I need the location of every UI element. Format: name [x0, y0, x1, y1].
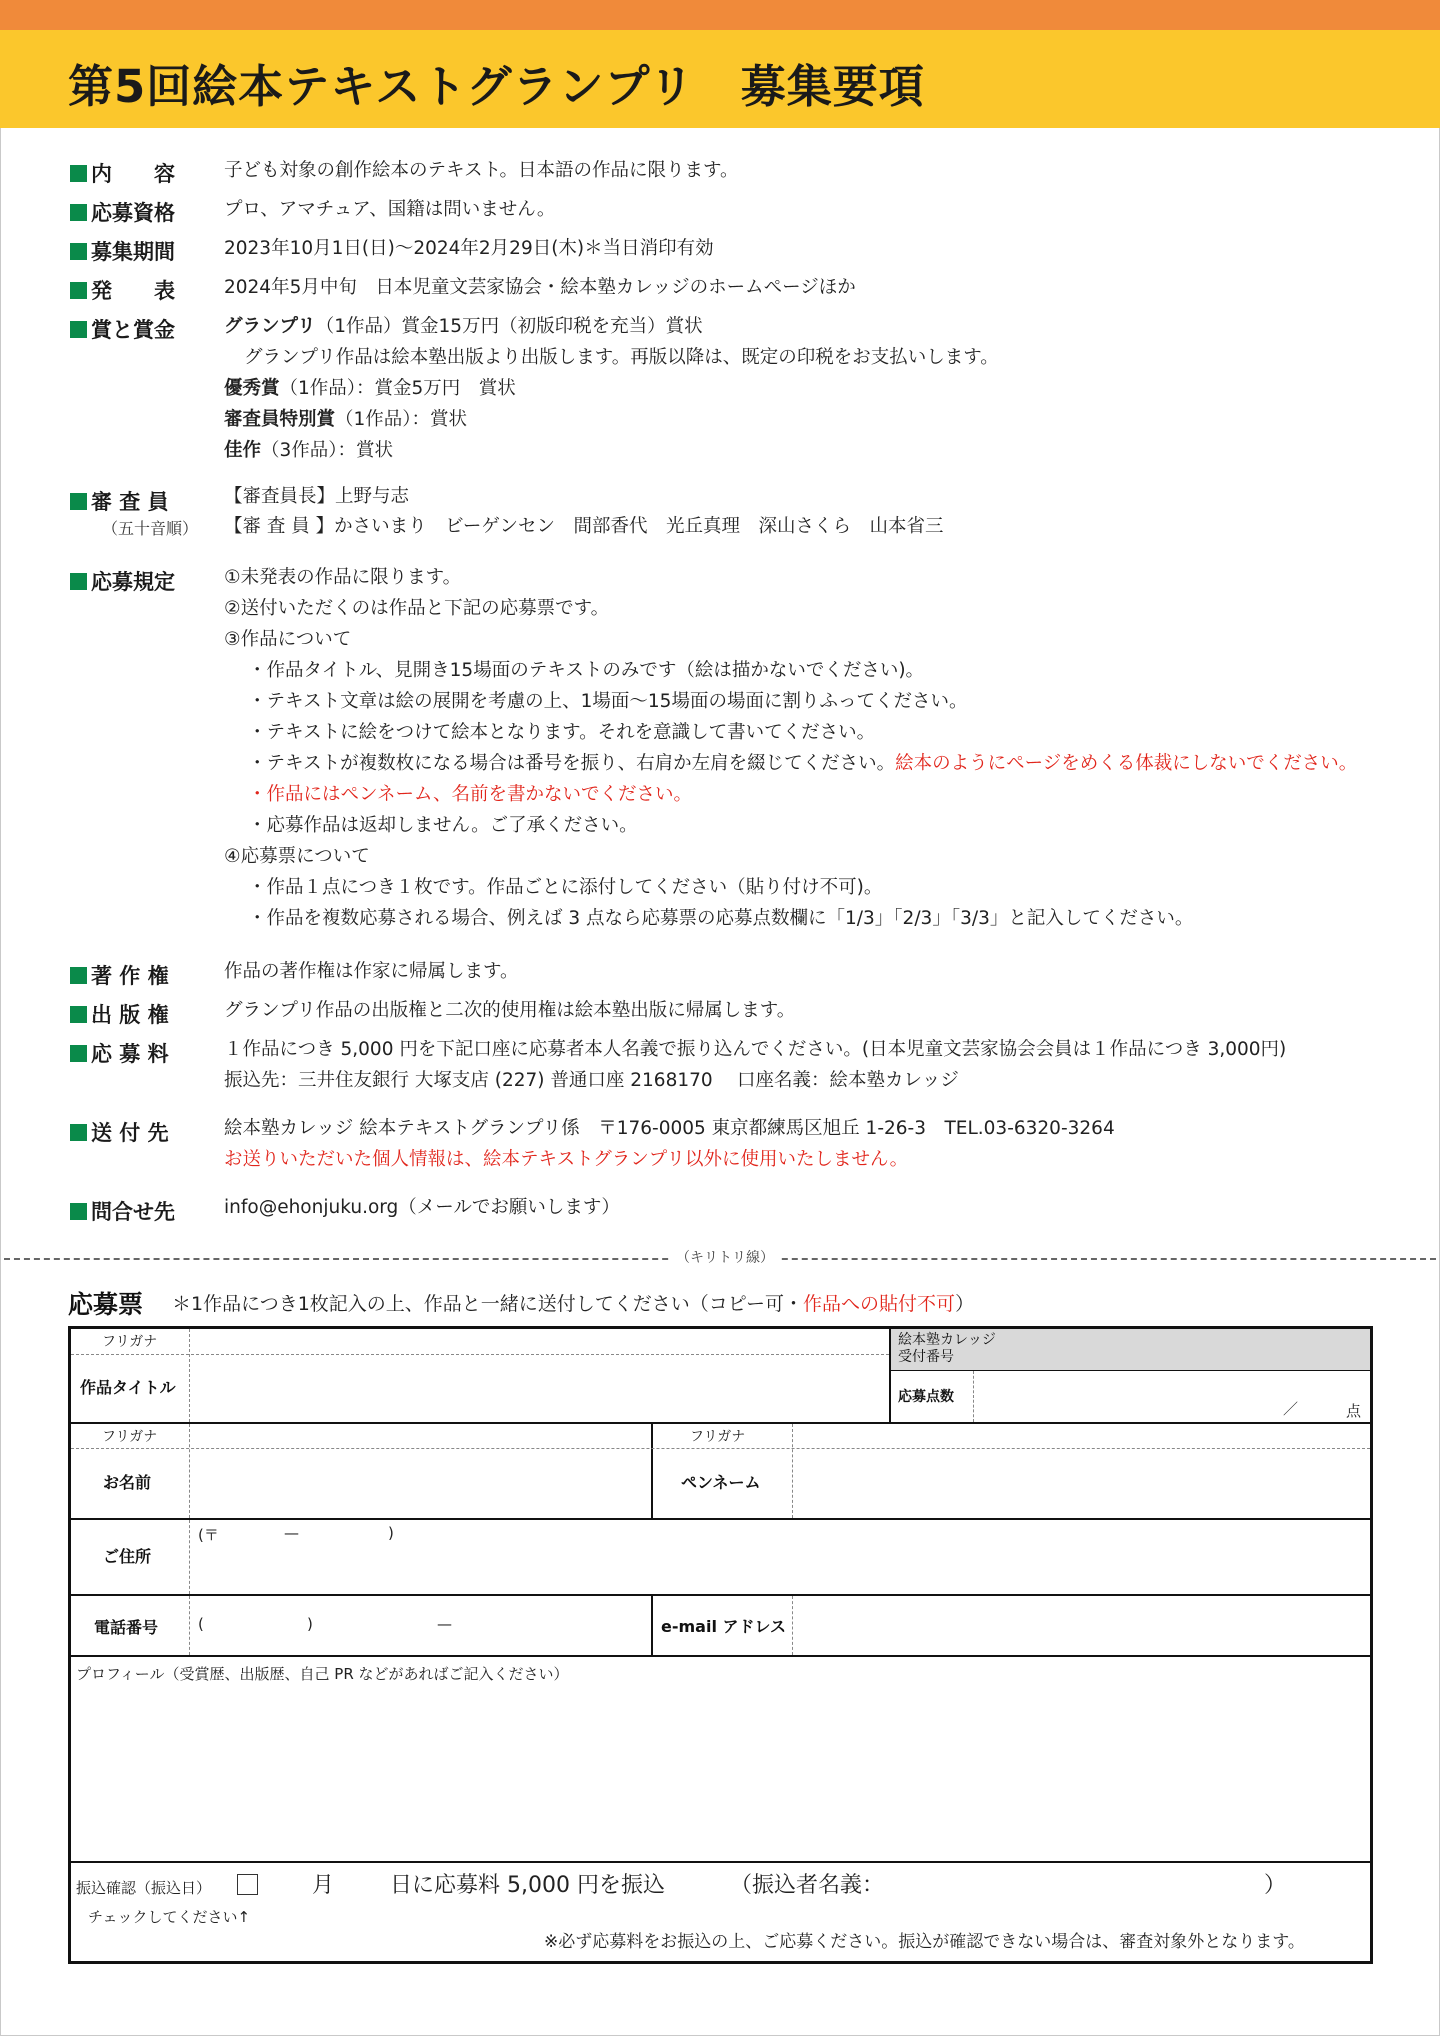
form-note: ＊1作品につき1枚記入の上、作品と一緒に送付してください（コピー可・作品への貼付不可）: [172, 1293, 975, 1315]
form-dashed-rule: [973, 1371, 974, 1422]
form-dashed-rule: [71, 1448, 1370, 1449]
form-rule: [891, 1370, 1370, 1371]
phone-close: ): [307, 1615, 313, 1633]
profile-field[interactable]: [72, 1685, 1368, 1859]
kitei-line-12: ・作品を複数応募される場合、例えば 3 点なら応募票の応募点数欄に「1/3」「2/3」「3/3」と記入してください。: [248, 908, 1194, 929]
section-label-shinsa: 審 査 員: [70, 486, 169, 516]
kitei-line-10: ④応募票について: [224, 846, 370, 867]
form-rule: [651, 1424, 653, 1518]
kikan-text: 2023年10月1日(日)～2024年2月29日(木)＊当日消印有効: [224, 238, 714, 259]
section-label-kikan: 募集期間: [70, 236, 175, 266]
count-slash: ／: [1283, 1400, 1299, 1418]
form-dashed-rule: [189, 1520, 190, 1594]
green-square-icon: [70, 493, 87, 510]
count-unit: 点: [1346, 1402, 1362, 1420]
ryo-line-2: 振込先：三井住友銀行 大塚支店 (227) 普通口座 2168170 口座名義：絵本塾カレッジ: [224, 1070, 959, 1091]
confirm-label: 振込確認（振込日）: [76, 1879, 212, 1897]
penname-field[interactable]: [795, 1451, 1368, 1516]
form-dashed-rule: [792, 1424, 793, 1518]
yushu-line: 優秀賞（1作品）：賞金5万円 賞状: [224, 378, 516, 399]
green-square-icon: [70, 165, 87, 182]
form-rule: [71, 1655, 1370, 1657]
green-square-icon: [70, 1006, 87, 1023]
postal-close: ): [388, 1524, 394, 1542]
email-label: e-mail アドレス: [661, 1617, 787, 1636]
kitei-line-3: ③作品について: [224, 629, 352, 650]
reception-label-2: 受付番号: [898, 1349, 954, 1365]
section-label-kitei: 応募規定: [70, 566, 175, 596]
month-label: 月: [312, 1873, 335, 1898]
address-field[interactable]: [192, 1522, 1368, 1592]
section-label-happyo: 発 表: [70, 275, 175, 305]
payer-open: （振込者名義：: [730, 1873, 885, 1898]
ryo-line-1: １作品につき 5,000 円を下記口座に応募者本人名義で振り込んでください。(日本児童文芸家協会会員は１作品につき 3,000円): [224, 1039, 1287, 1060]
name-label: お名前: [103, 1473, 152, 1492]
chosaku-text: 作品の著作権は作家に帰属します。: [224, 961, 519, 982]
tokubetsu-line: 審査員特別賞（1作品）：賞状: [224, 409, 468, 430]
kitei-line-4: ・作品タイトル、見開き15場面のテキストのみです（絵は描かないでください)。: [248, 660, 925, 681]
profile-label: プロフィール（受賞歴、出版歴、自己 PR などがあればご記入ください）: [76, 1665, 569, 1683]
kitei-line-5: ・テキスト文章は絵の展開を考慮の上、1場面～15場面の場面に割りふってください。: [248, 691, 968, 712]
kitei-line-7: ・テキストが複数枚になる場合は番号を振り、右肩か左肩を綴じてください。絵本のようにページをめくる体裁にしないでください。: [248, 753, 1358, 774]
kasaku-line: 佳作（3作品）：賞状: [224, 440, 394, 461]
form-rule: [71, 1422, 1370, 1424]
toiawase-text: info@ehonjuku.org（メールでお願いします）: [224, 1197, 620, 1218]
shikaku-text: プロ、アマチュア、国籍は問いません。: [224, 199, 556, 220]
furigana-label: フリガナ: [690, 1429, 746, 1445]
form-dashed-rule: [189, 1424, 190, 1518]
work-title-field[interactable]: [192, 1357, 887, 1420]
form-dashed-rule: [189, 1329, 190, 1422]
form-rule: [71, 1594, 1370, 1596]
kitei-line-6: ・テキストに絵をつけて絵本となります。それを意識して書いてください。: [248, 722, 876, 743]
phone-open: (: [198, 1615, 204, 1633]
grand-prix-note: グランプリ作品は絵本塾出版より出版します。再版以降は、既定の印税をお支払いします。: [244, 347, 999, 368]
phone-field[interactable]: [192, 1598, 649, 1653]
green-square-icon: [70, 967, 87, 984]
green-square-icon: [70, 1203, 87, 1220]
shinsa-members: 【審 査 員 】かさいまり ビーゲンセン 間部香代 光丘真理 深山さくら 山本省三: [224, 516, 944, 537]
section-label-toiawase: 問合せ先: [70, 1196, 175, 1226]
kitei-line-11: ・作品１点につき１枚です。作品ごとに添付してください（貼り付け不可)。: [248, 877, 883, 898]
payer-close: ）: [1264, 1873, 1287, 1898]
work-title-label: 作品タイトル: [80, 1378, 176, 1397]
form-dashed-rule: [71, 1354, 889, 1355]
penname-label: ペンネーム: [681, 1473, 761, 1492]
transfer-check-checkbox[interactable]: [237, 1874, 258, 1895]
cut-line-label: （キリトリ線）: [670, 1247, 780, 1267]
furigana-label: フリガナ: [102, 1429, 158, 1445]
form-dashed-rule: [189, 1596, 190, 1655]
green-square-icon: [70, 243, 87, 260]
phone-dash: —: [437, 1615, 452, 1633]
name-field[interactable]: [192, 1451, 649, 1516]
section-label-chosaku: 著 作 権: [70, 960, 169, 990]
green-square-icon: [70, 204, 87, 221]
green-square-icon: [70, 282, 87, 299]
section-label-shikaku: 応募資格: [70, 197, 175, 227]
kitei-line-9: ・応募作品は返却しません。ご了承ください。: [248, 815, 638, 836]
green-square-icon: [70, 573, 87, 590]
postal-dash: —: [284, 1524, 299, 1542]
payment-warning: ※必ず応募料をお振込の上、ご応募ください。振込が確認できない場合は、審査対象外となります。: [544, 1932, 1305, 1952]
form-rule: [71, 1518, 1370, 1520]
transfer-day-text: 日に応募料 5,000 円を振込: [390, 1873, 665, 1898]
grand-prix-line: グランプリ（1作品）賞金15万円（初版印税を充当）賞状: [224, 316, 703, 337]
header-stripe: [0, 0, 1440, 30]
naiyo-text: 子ども対象の創作絵本のテキスト。日本語の作品に限ります。: [224, 160, 739, 181]
shinsa-chair: 【審査員長】上野与志: [224, 486, 410, 507]
check-note: チェックしてください↑: [88, 1908, 251, 1926]
green-square-icon: [70, 1045, 87, 1062]
section-label-shuppan: 出 版 権: [70, 999, 169, 1029]
section-label-sofu: 送 付 先: [70, 1117, 169, 1147]
phone-label: 電話番号: [94, 1618, 159, 1637]
form-rule: [889, 1329, 891, 1422]
form-rule: [651, 1596, 653, 1655]
green-square-icon: [70, 321, 87, 338]
green-square-icon: [70, 1124, 87, 1141]
postal-open: (〒: [198, 1526, 219, 1544]
address-label: ご住所: [103, 1547, 152, 1566]
page-title: 第5回絵本テキストグランプリ 募集要項: [68, 60, 925, 113]
form-dashed-rule: [792, 1596, 793, 1655]
shinsa-sublabel: （五十音順）: [102, 519, 199, 538]
section-label-ryo: 応 募 料: [70, 1038, 169, 1068]
shuppan-text: グランプリ作品の出版権と二次的使用権は絵本塾出版に帰属します。: [224, 1000, 796, 1021]
kitei-line-1: ①未発表の作品に限ります。: [224, 567, 462, 588]
sofu-line-2: お送りいただいた個人情報は、絵本テキストグランプリ以外に使用いたしません。: [224, 1149, 909, 1170]
happyo-text: 2024年5月中旬 日本児童文芸家協会・絵本塾カレッジのホームページほか: [224, 277, 856, 298]
section-label-sho: 賞と賞金: [70, 314, 175, 344]
sofu-line-1: 絵本塾カレッジ 絵本テキストグランプリ係 〒176-0005 東京都練馬区旭丘 1-26-3 TEL.03-6320-3264: [224, 1118, 1115, 1139]
form-title: 応募票: [68, 1290, 144, 1319]
email-field[interactable]: [795, 1598, 1368, 1653]
count-field[interactable]: [976, 1373, 1368, 1420]
kitei-line-8: ・作品にはペンネーム、名前を書かないでください。: [248, 784, 693, 805]
form-rule: [71, 1861, 1370, 1863]
furigana-label: フリガナ: [102, 1334, 158, 1350]
section-label-naiyo: 内 容: [70, 158, 175, 188]
reception-label-1: 絵本塾カレッジ: [898, 1332, 996, 1348]
kitei-line-2: ②送付いただくのは作品と下記の応募票です。: [224, 598, 610, 619]
count-label: 応募点数: [898, 1389, 954, 1405]
